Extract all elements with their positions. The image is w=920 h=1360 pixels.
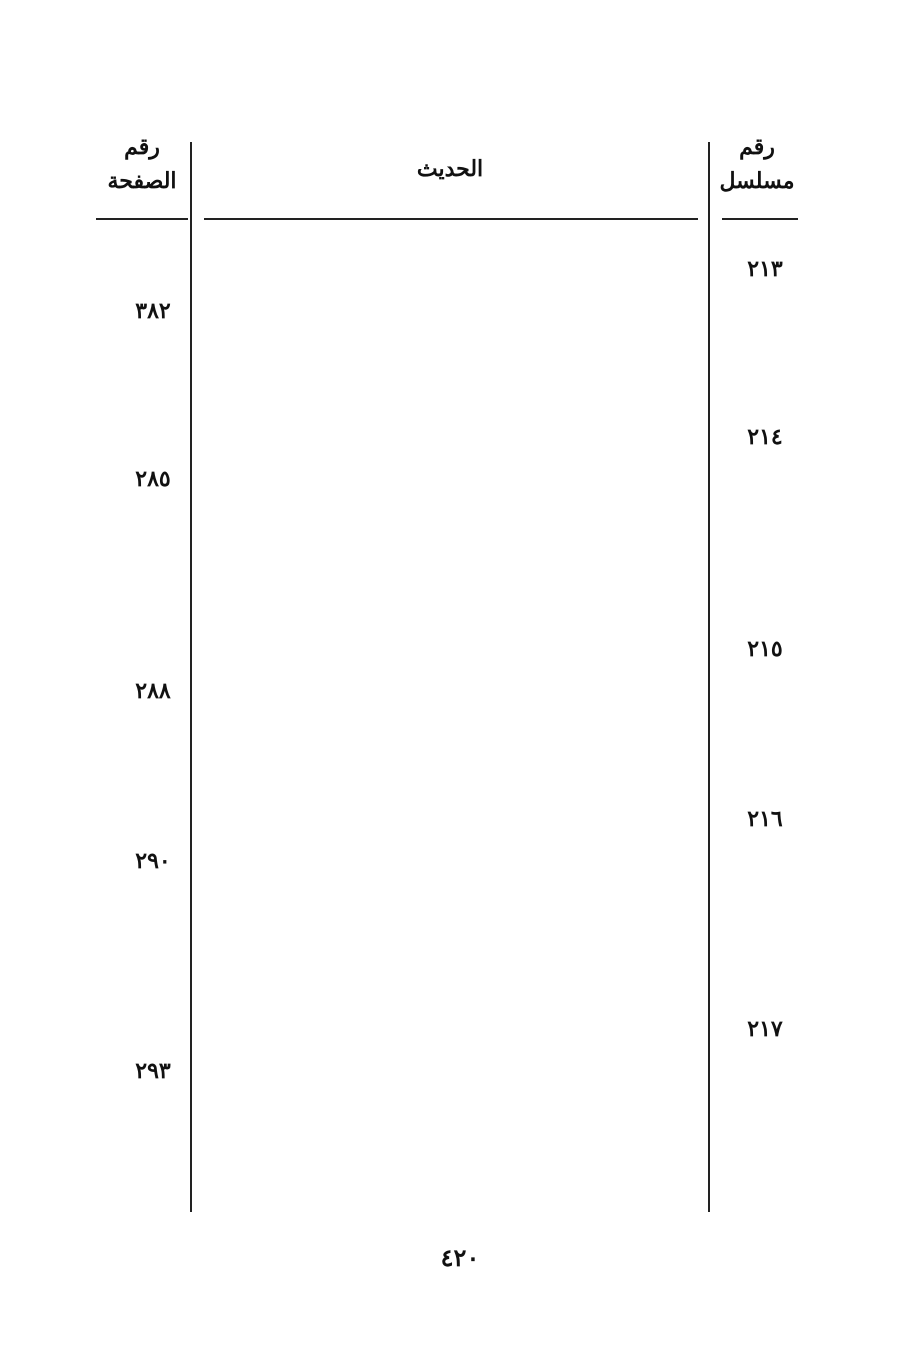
page-reference: ٢٨٥: [135, 466, 171, 492]
page-column-header: [92, 130, 192, 198]
serial-number: ٢١٧: [747, 1016, 783, 1042]
serial-number: ٢١٥: [747, 636, 783, 662]
page-header-line1: رقم: [124, 134, 160, 160]
page-header-line2: الصفحة: [107, 168, 177, 194]
page-reference: ٢٩٣: [135, 1058, 171, 1084]
hadith-header-rule: [204, 218, 698, 220]
serial-column-header: [712, 130, 802, 198]
hadith-column-header: الحديث: [416, 156, 484, 182]
serial-header-line1: رقم: [739, 134, 775, 160]
serial-header-line2: مسلسل: [719, 168, 795, 194]
left-column-divider: [190, 142, 192, 1212]
serial-number: ٢١٦: [747, 806, 783, 832]
page-number: ٤٢٠: [440, 1243, 480, 1272]
right-column-divider: [708, 142, 710, 1212]
serial-number: ٢١٣: [747, 256, 783, 282]
serial-header-rule: [722, 218, 798, 220]
serial-number: ٢١٤: [747, 424, 783, 450]
page-reference: ٢٩٠: [135, 848, 171, 874]
page-header-rule: [96, 218, 188, 220]
page-reference: ٢٨٨: [135, 678, 171, 704]
page-reference: ٣٨٢: [135, 298, 171, 324]
